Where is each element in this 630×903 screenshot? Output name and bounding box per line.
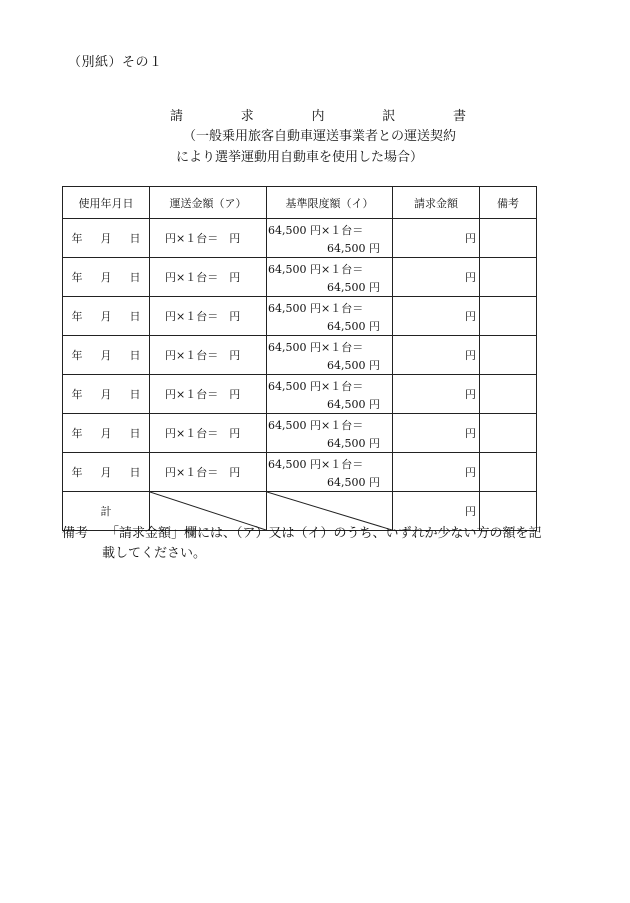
limit-formula: 64,500 円×１台＝ (268, 302, 364, 315)
year-label: 年 (71, 310, 83, 323)
request-amount-cell: 円 (393, 453, 480, 492)
notes-cell (480, 336, 537, 375)
usage-date-cell (63, 375, 150, 414)
notes-cell (480, 453, 537, 492)
limit-result: 64,500 円 (327, 281, 380, 294)
header-request-amount: 請求金額 (393, 187, 480, 219)
subtitle-line-2: により選挙運動用自動車を使用した場合） (176, 150, 424, 165)
usage-date-cell (63, 453, 150, 492)
year-label: 年 (71, 466, 83, 479)
limit-formula: 64,500 円×１台＝ (268, 263, 364, 276)
note-line-1: 「請求金額」欄には、（ア）又は（イ）のうち、いずれか少ない方の額を記 (106, 526, 542, 541)
limit-formula: 64,500 円×１台＝ (268, 380, 364, 393)
usage-date-cell (63, 219, 150, 258)
document-title (170, 105, 466, 124)
day-label: 日 (129, 310, 141, 323)
notes-cell (480, 414, 537, 453)
table-row (63, 375, 537, 414)
title-char: 訳 (382, 109, 396, 124)
limit-formula: 64,500 円×１台＝ (268, 341, 364, 354)
request-amount-cell: 円 (393, 375, 480, 414)
fare-amount-cell: 円×１台＝ 円 (150, 297, 267, 336)
fare-amount-cell: 円×１台＝ 円 (150, 375, 267, 414)
month-label: 月 (100, 271, 112, 284)
title-char: 求 (240, 109, 254, 124)
month-label: 月 (100, 388, 112, 401)
table-row (63, 453, 537, 492)
request-amount-cell: 円 (393, 414, 480, 453)
table-row (63, 297, 537, 336)
month-label: 月 (100, 232, 112, 245)
total-label: 計 (63, 492, 150, 531)
notes-cell (480, 258, 537, 297)
title-char: 請 (170, 109, 184, 124)
year-label: 年 (71, 388, 83, 401)
limit-amount-cell (267, 375, 393, 414)
request-breakdown-table (62, 186, 537, 531)
day-label: 日 (129, 388, 141, 401)
limit-result: 64,500 円 (327, 242, 380, 255)
year-label: 年 (71, 232, 83, 245)
title-char: 内 (311, 109, 325, 124)
document-subtitle (176, 126, 456, 168)
day-label: 日 (129, 271, 141, 284)
limit-formula: 64,500 円×１台＝ (268, 419, 364, 432)
limit-amount-cell (267, 453, 393, 492)
table-header-row (63, 187, 537, 219)
limit-amount-cell (267, 336, 393, 375)
fare-amount-cell: 円×１台＝ 円 (150, 219, 267, 258)
year-label: 年 (71, 349, 83, 362)
attachment-label: （別紙）その１ (68, 55, 163, 70)
limit-result: 64,500 円 (327, 359, 380, 372)
day-label: 日 (129, 349, 141, 362)
usage-date-cell (63, 336, 150, 375)
request-amount-cell: 円 (393, 219, 480, 258)
note-line-2: 載してください。 (102, 546, 207, 561)
limit-amount-cell (267, 414, 393, 453)
request-amount-cell: 円 (393, 297, 480, 336)
year-label: 年 (71, 427, 83, 440)
notes-cell (480, 375, 537, 414)
day-label: 日 (129, 232, 141, 245)
month-label: 月 (100, 310, 112, 323)
header-usage-date: 使用年月日 (63, 187, 150, 219)
table-row (63, 336, 537, 375)
day-label: 日 (129, 427, 141, 440)
header-notes: 備考 (480, 187, 537, 219)
limit-result: 64,500 円 (327, 437, 380, 450)
limit-amount-cell (267, 258, 393, 297)
note-section (62, 524, 552, 564)
fare-amount-cell: 円×１台＝ 円 (150, 414, 267, 453)
usage-date-cell (63, 258, 150, 297)
request-amount-cell: 円 (393, 336, 480, 375)
day-label: 日 (129, 466, 141, 479)
table-row (63, 258, 537, 297)
month-label: 月 (100, 427, 112, 440)
table-row (63, 414, 537, 453)
fare-amount-cell: 円×１台＝ 円 (150, 453, 267, 492)
total-amount: 円 (393, 492, 480, 531)
limit-formula: 64,500 円×１台＝ (268, 458, 364, 471)
notes-cell (480, 219, 537, 258)
header-fare-amount: 運送金額（ア） (150, 187, 267, 219)
year-label: 年 (71, 271, 83, 284)
table-row (63, 219, 537, 258)
title-char: 書 (452, 109, 466, 124)
notes-cell (480, 297, 537, 336)
fare-amount-cell: 円×１台＝ 円 (150, 258, 267, 297)
usage-date-cell (63, 297, 150, 336)
limit-result: 64,500 円 (327, 476, 380, 489)
month-label: 月 (100, 466, 112, 479)
usage-date-cell (63, 414, 150, 453)
fare-amount-cell: 円×１台＝ 円 (150, 336, 267, 375)
note-label: 備考 (62, 526, 89, 541)
limit-result: 64,500 円 (327, 320, 380, 333)
limit-amount-cell (267, 219, 393, 258)
limit-result: 64,500 円 (327, 398, 380, 411)
subtitle-line-1: （一般乗用旅客自動車運送事業者との運送契約 (183, 129, 457, 144)
header-limit-amount: 基準限度額（イ） (267, 187, 393, 219)
limit-formula: 64,500 円×１台＝ (268, 224, 364, 237)
request-amount-cell: 円 (393, 258, 480, 297)
limit-amount-cell (267, 297, 393, 336)
month-label: 月 (100, 349, 112, 362)
